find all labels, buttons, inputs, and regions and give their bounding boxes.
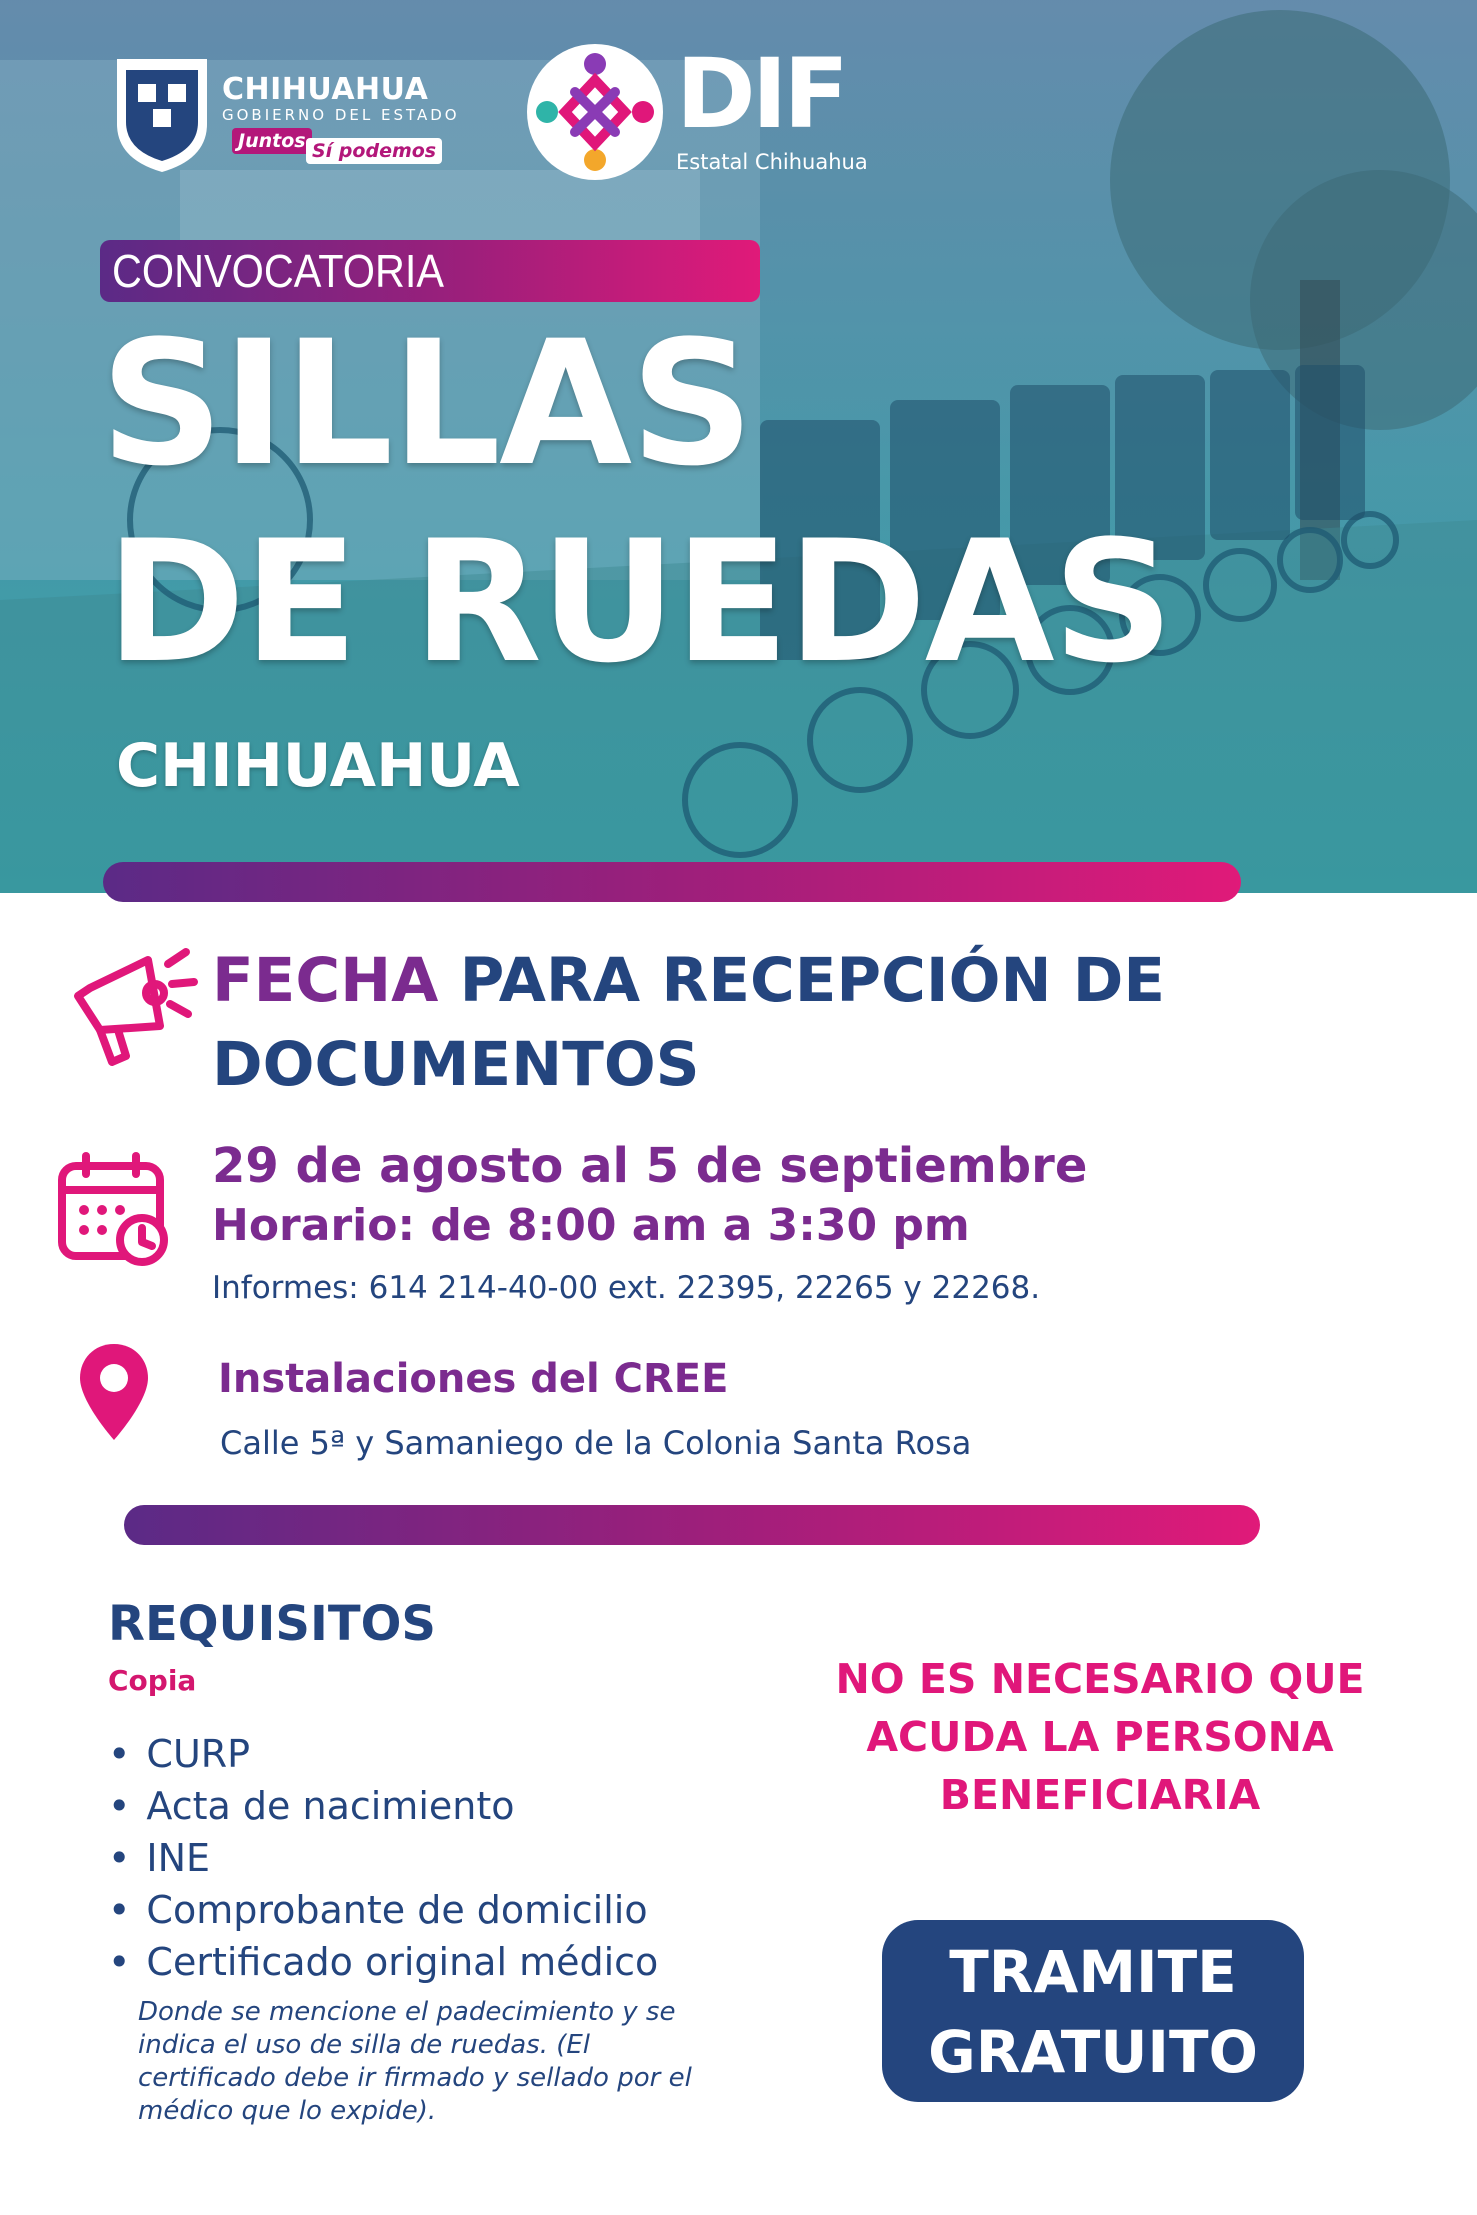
location-name: Instalaciones del CREE (218, 1356, 729, 1402)
reception-date: 29 de agosto al 5 de septiembre (212, 1138, 1088, 1194)
gov-subtitle: GOBIERNO DEL ESTADO (222, 106, 460, 124)
chihuahua-state-shield-icon (112, 54, 212, 174)
location-pin-icon (76, 1342, 152, 1442)
calendar-clock-icon (56, 1150, 174, 1268)
megaphone-icon (60, 938, 200, 1078)
list-item: • CURP (108, 1728, 658, 1780)
title-line-2: DE RUEDAS (106, 504, 1172, 700)
list-item: • Certificado original médico (108, 1936, 658, 1988)
reception-hours: Horario: de 8:00 am a 3:30 pm (212, 1200, 970, 1251)
dif-wordmark: DIF (676, 38, 845, 150)
reception-heading (212, 945, 1166, 1016)
list-item: • Acta de nacimiento (108, 1780, 658, 1832)
hero-banner (0, 0, 1477, 893)
dif-people-logo-icon (525, 42, 665, 182)
location-address: Calle 5ª y Samaniego de la Colonia Santa Rosa (220, 1424, 972, 1462)
divider-bar-top (103, 862, 1241, 902)
requirements-list (108, 1728, 658, 1988)
requirements-note: Donde se mencione el padecimiento y se indica el uso de silla de ruedas. (El certificado debe ir firmado y sellado por el médico que lo expide). (138, 1997, 692, 2126)
slogan-part-b: Sí podemos (306, 138, 442, 164)
title-line-1: SILLAS (100, 303, 753, 504)
reception-heading-line2: DOCUMENTOS (212, 1029, 700, 1100)
free-procedure-badge (882, 1920, 1304, 2102)
list-item: • Comprobante de domicilio (108, 1884, 658, 1936)
reception-heading-rest: PARA RECEPCIÓN DE (438, 945, 1166, 1016)
requirements-title: REQUISITOS (108, 1596, 436, 1652)
gov-name: CHIHUAHUA (222, 72, 429, 107)
slogan-part-a: Juntos (232, 128, 312, 154)
free-badge-line-2: GRATUITO (928, 2018, 1258, 2086)
dif-subtitle: Estatal Chihuahua (676, 150, 868, 174)
convocatoria-label: CONVOCATORIA (112, 245, 445, 297)
requirements-subtitle: Copia (108, 1664, 197, 1697)
free-badge-line-1: TRAMITE (949, 1938, 1237, 2006)
title-city: CHIHUAHUA (116, 731, 520, 801)
list-item: • INE (108, 1832, 658, 1884)
divider-bar-bottom (124, 1505, 1260, 1545)
reception-phone-info: Informes: 614 214-40-00 ext. 22395, 22265 y 22268. (212, 1270, 1041, 1306)
beneficiary-notice: NO ES NECESARIO QUE ACUDA LA PERSONA BENEFICIARIA (835, 1655, 1365, 1819)
reception-heading-highlight: FECHA (212, 945, 439, 1016)
